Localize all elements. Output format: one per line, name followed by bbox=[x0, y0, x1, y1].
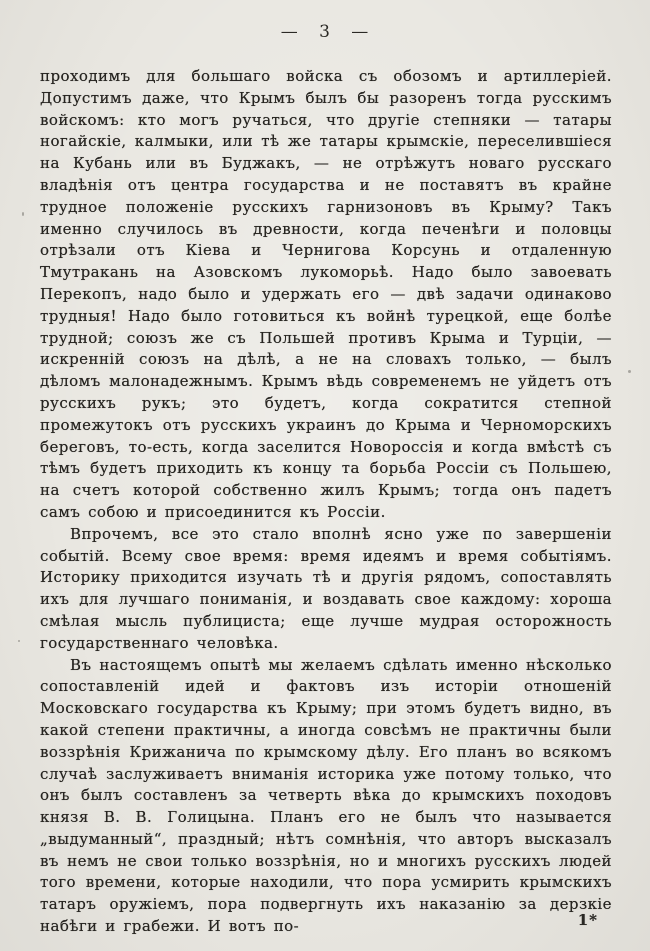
scan-speck bbox=[22, 212, 24, 216]
page-number-header: — 3 — bbox=[280, 22, 370, 42]
signature-mark: 1* bbox=[577, 911, 598, 929]
text-block bbox=[40, 66, 612, 938]
scan-speck bbox=[628, 370, 631, 373]
paragraph-2: Впрочемъ, все это стало вполнѣ ясно уже по завершеніи событій. Всему свое время: время идеямъ и время событіямъ. Историку приходится изучать тѣ и другія рядомъ, сопоставлять ихъ для лучшаго пониманія, и воздавать свое каждому: хороша смѣлая мысль публициста; еще лучше мудрая осторожность государственнаго человѣка. bbox=[40, 524, 612, 652]
paragraph-3: Въ настоящемъ опытѣ мы желаемъ сдѣлать именно нѣсколько сопоставленій идей и фактовъ изъ исторіи отношеній Московскаго государства къ Крыму; при этомъ будетъ видно, въ какой степени практичны, а иногда совсѣмъ не практичны были воззрѣнія Крижанича по крымскому дѣлу. Его планъ во всякомъ случаѣ заслуживаетъ вниманія историка уже потому только, что онъ былъ составленъ за четверть вѣка до крымскихъ походовъ князя В. В. Голицына. Планъ его не былъ что называется „выдуманный“, праздный; нѣтъ сомнѣнія, что авторъ высказалъ въ немъ не свои только воззрѣнія, но и многихъ русскихъ людей того времени, которые находили, что пора усмирить крымскихъ татаръ оружіемъ, пора подвергнуть ихъ наказанію за дерзкіе набѣги и грабежи. И вотъ по- bbox=[40, 655, 612, 936]
paragraph-1: проходимъ для большаго войска съ обозомъ и артиллеріей. Допустимъ даже, что Крымъ былъ бы разоренъ тогда русскимъ войскомъ: кто могъ ручаться, что другіе степняки — татары ногайскіе, калмыки, или тѣ же татары крымскіе, переселившіеся на Кубань или въ Буджакъ, — не отрѣжутъ новаго русскаго владѣнія отъ центра государства и не поставятъ въ крайне трудное положеніе русскихъ гарнизоновъ въ Крыму? Такъ именно случилось въ древности, когда печенѣги и половцы отрѣзали отъ Кіева и Чернигова Корсунь и отдаленную Тмутракань на Азовскомъ лукоморьѣ. Надо было завоевать Перекопъ, надо было и удержать его — двѣ задачи одинаково трудныя! Надо было готовиться къ войнѣ турецкой, еще болѣе трудной; союзъ же съ Польшей противъ Крыма и Турціи, — искренній союзъ на дѣлѣ, а не на словахъ только, — былъ дѣломъ малонадежнымъ. Крымъ вѣдь современемъ не уйдетъ отъ русскихъ рукъ; это будетъ, когда сократится степной промежутокъ отъ русскихъ украинъ до Крыма и Черноморскихъ береговъ, то-есть, когда заселится Новороссія и когда вмѣстѣ съ тѣмъ будетъ приходить къ концу та борьба Россіи съ Польшею, на счетъ которой собственно жилъ Крымъ; тогда онъ падетъ самъ собою и присоединится къ Россіи. bbox=[40, 67, 612, 521]
scan-speck bbox=[18, 640, 20, 642]
page-footer bbox=[578, 911, 598, 929]
page-header bbox=[0, 22, 650, 42]
